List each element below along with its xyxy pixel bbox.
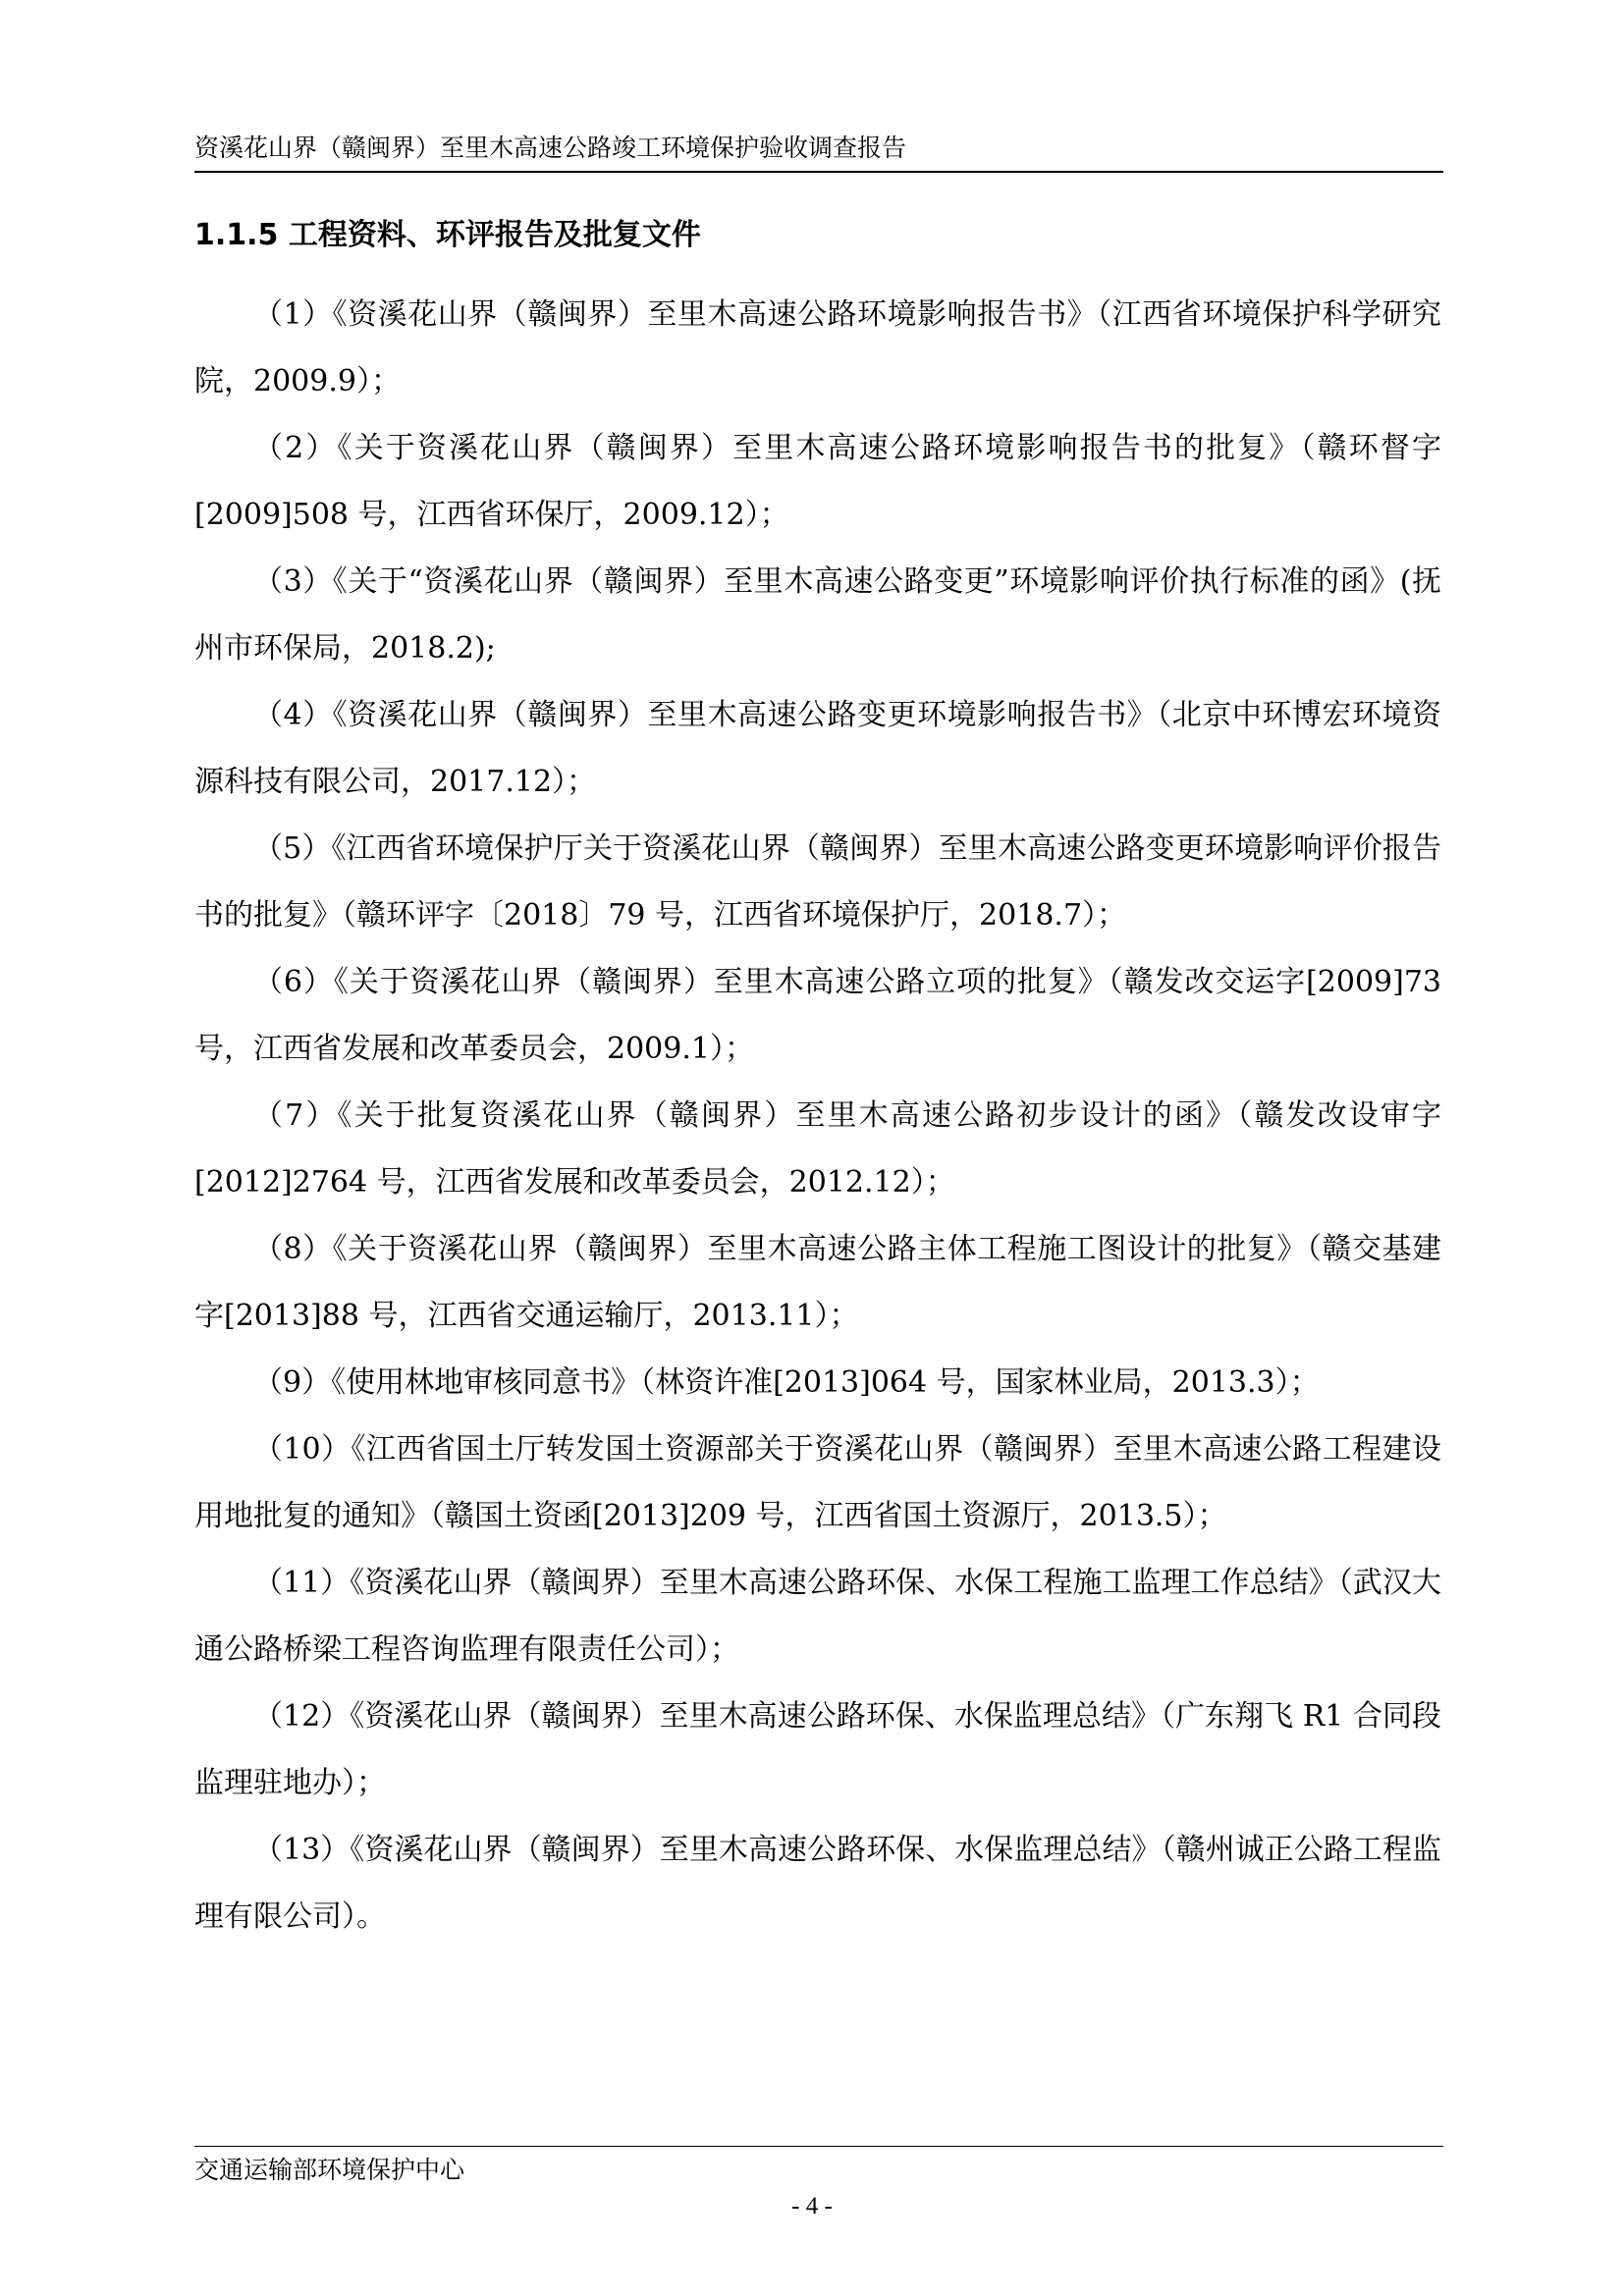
reference-item-6: （6）《关于资溪花山界（赣闽界）至里木高速公路立项的批复》（赣发改交运字[2009]73 号，江西省发展和改革委员会，2009.1）； xyxy=(194,965,1441,1066)
footer-organization: 交通运输部环境保护中心 xyxy=(194,2156,465,2184)
footer-divider xyxy=(194,2146,1443,2147)
header-divider xyxy=(194,171,1443,173)
reference-item-2: （2）《关于资溪花山界（赣闽界）至里木高速公路环境影响报告书的批复》（赣环督字[2009]508 号，江西省环保厅，2009.12）； xyxy=(194,431,1441,532)
page-header-title: 资溪花山界（赣闽界）至里木高速公路竣工环境保护验收调查报告 xyxy=(194,133,907,162)
reference-item-11: （11）《资溪花山界（赣闽界）至里木高速公路环保、水保工程施工监理工作总结》（武汉大通公路桥梁工程咨询监理有限责任公司）； xyxy=(194,1566,1441,1667)
reference-item-1: （1）《资溪花山界（赣闽界）至里木高速公路环境影响报告书》（江西省环境保护科学研究院，2009.9）； xyxy=(194,297,1441,399)
reference-item-5: （5）《江西省环境保护厅关于资溪花山界（赣闽界）至里木高速公路变更环境影响评价报告书的批复》（赣环评字〔2018〕79 号，江西省环境保护厅，2018.7）； xyxy=(194,831,1441,933)
reference-item-13: （13）《资溪花山界（赣闽界）至里木高速公路环保、水保监理总结》（赣州诚正公路工程监理有限公司）。 xyxy=(194,1833,1441,1934)
reference-item-4: （4）《资溪花山界（赣闽界）至里木高速公路变更环境影响报告书》（北京中环博宏环境资源科技有限公司，2017.12）； xyxy=(194,698,1441,799)
reference-item-3: （3）《关于“资溪花山界（赣闽界）至里木高速公路变更”环境影响评价执行标准的函》(抚州市环保局，2018.2); xyxy=(194,564,1441,666)
reference-item-12: （12）《资溪花山界（赣闽界）至里木高速公路环保、水保监理总结》（广东翔飞 R1 合同段监理驻地办）； xyxy=(194,1699,1441,1800)
reference-item-8: （8）《关于资溪花山界（赣闽界）至里木高速公路主体工程施工图设计的批复》（赣交基建字[2013]88 号，江西省交通运输厅，2013.11）； xyxy=(194,1232,1441,1333)
page-number: - 4 - xyxy=(791,2193,833,2219)
reference-list xyxy=(194,282,1441,1950)
reference-item-7: （7）《关于批复资溪花山界（赣闽界）至里木高速公路初步设计的函》（赣发改设审字[2012]2764 号，江西省发展和改革委员会，2012.12）； xyxy=(194,1098,1441,1200)
reference-item-9: （9）《使用林地审核同意书》（林资许准[2013]064 号，国家林业局，2013.3）； xyxy=(253,1365,1320,1400)
section-heading: 1.1.5 工程资料、环评报告及批复文件 xyxy=(194,218,701,252)
reference-item-10: （10）《江西省国土厅转发国土资源部关于资溪花山界（赣闽界）至里木高速公路工程建设用地批复的通知》（赣国土资函[2013]209 号，江西省国土资源厅，2013.5）； xyxy=(194,1432,1441,1533)
